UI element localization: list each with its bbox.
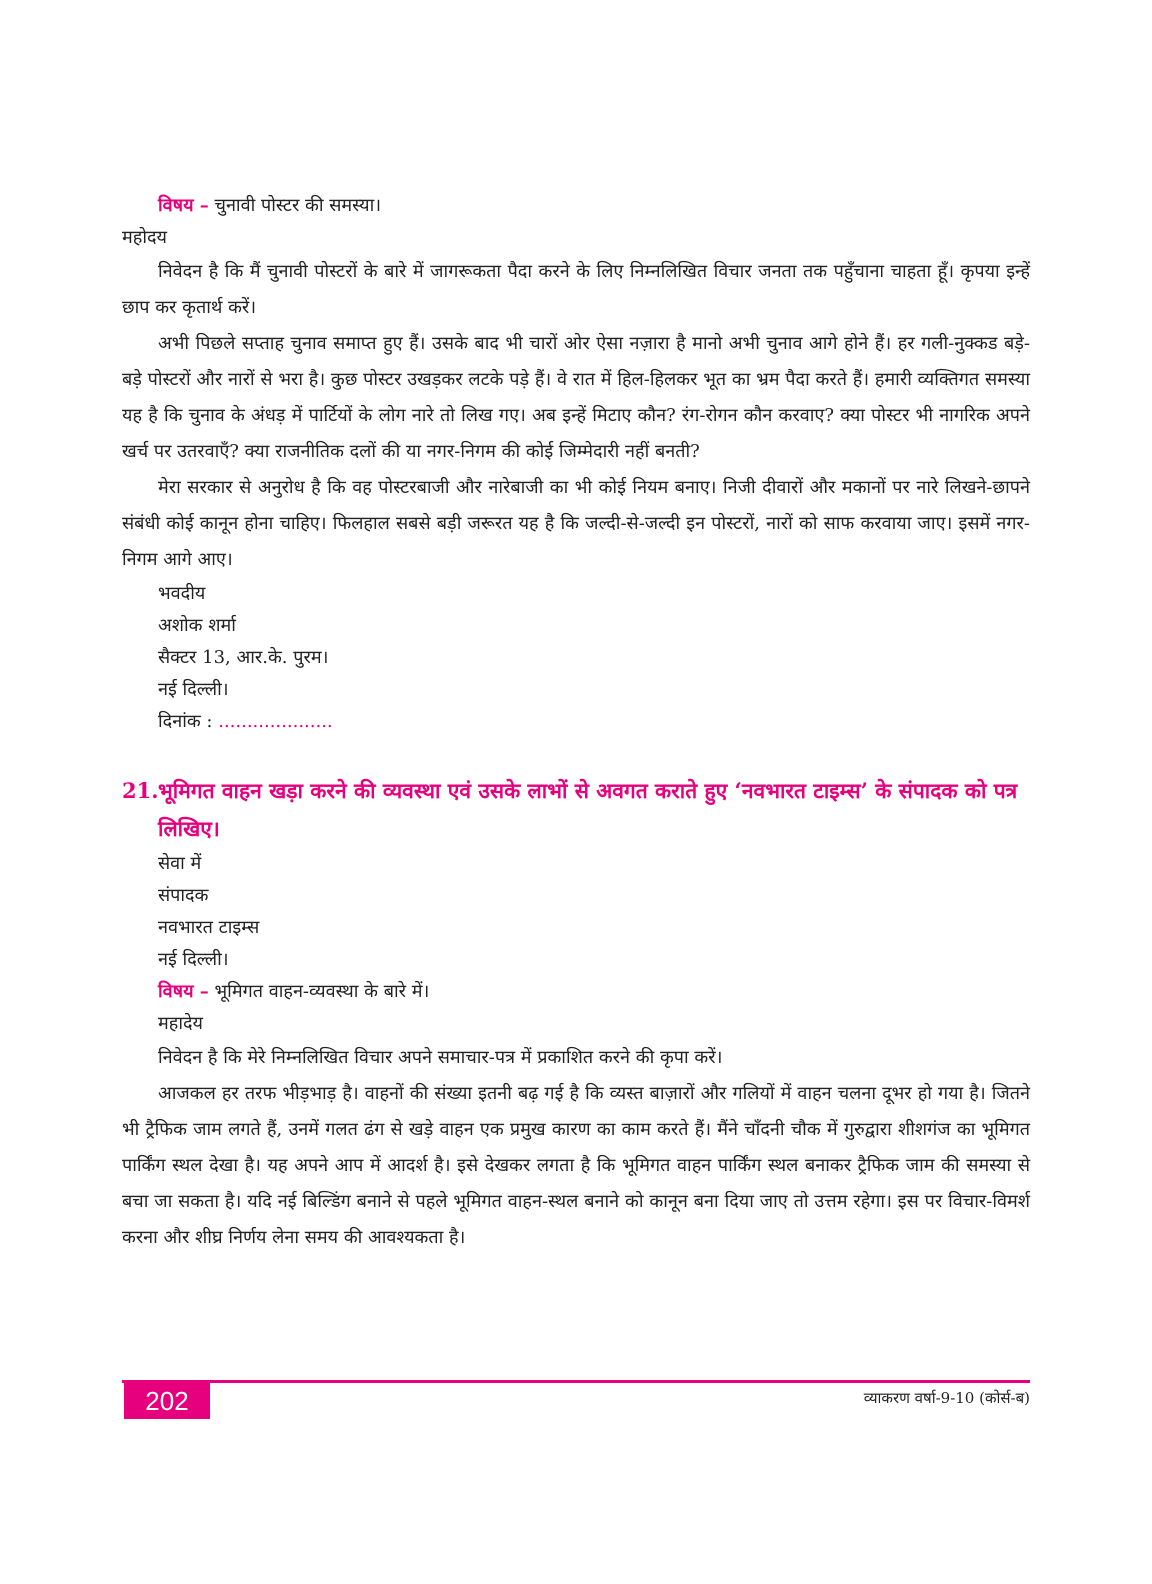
subject-text: भूमिगत वाहन-व्यवस्था के बारे में।: [214, 981, 430, 1002]
question-number: 21.: [122, 778, 159, 803]
letter2-newspaper: नवभारत टाइम्स: [158, 917, 260, 938]
letter1-paragraph-3: मेरा सरकार से अनुरोध है कि वह पोस्टरबाजी और नारेबाजी का भी कोई नियम बनाए। निजी दीवारों और मकानों पर नारे लिखने-छापने संबंधी कोई कानून होना चाहिए। फिलहाल सबसे बड़ी जरूरत यह है कि जल्दी-से-जल्दी इन पोस्टरों, नारों को साफ करवाया जाए। इसमें नगर-निगम आगे आए।: [122, 477, 1030, 570]
letter2-paragraph-2: आजकल हर तरफ भीड़भाड़ है। वाहनों की संख्या इतनी बढ़ गई है कि व्यस्त बाज़ारों और गलियों में वाहन चलना दूभर हो गया है। जितने भी ट्रैफिक जाम लगते हैं, उनमें गलत ढंग से खड़े वाहन एक प्रमुख कारण का काम करते हैं। मैंने चाँदनी चौक में गुरुद्वारा शीशगंज का भूमिगत पार्किंग स्थल देखा है। यह अपने आप में आदर्श है। इसे देखकर लगता है कि भूमिगत वाहन पार्किंग स्थल बनाकर ट्रैफिक जाम की समस्या से बचा जा सकता है। यदि नई बिल्डिंग बनाने से पहले भूमिगत वाहन-स्थल बनाने को कानून बना दिया जाए तो उत्तम रहेगा। इस पर विचार-विमर्श करना और शीघ्र निर्णय लेना समय की आवश्यकता है।: [122, 1083, 1030, 1248]
footer-rule: [122, 1380, 1030, 1383]
letter1-address-line-2: नई दिल्ली।: [158, 679, 229, 700]
subject-text: चुनावी पोस्टर की समस्या।: [214, 195, 382, 216]
page-number: 202: [124, 1383, 210, 1419]
date-value: ....................: [218, 711, 333, 732]
letter1-subject: [122, 190, 1030, 222]
letter1-salutation: महोदय: [122, 227, 167, 248]
letter1-closing: भवदीय: [158, 583, 206, 604]
book-title: व्याकरण वर्षा-9-10 (कोर्स-ब): [863, 1389, 1030, 1407]
page-content: [122, 190, 1030, 1256]
letter2-paragraph-1: निवेदन है कि मेरे निम्नलिखित विचार अपने समाचार-पत्र में प्रकाशित करने की कृपा करें।: [158, 1047, 723, 1068]
letter1-date: [122, 706, 1030, 738]
letter2-subject: [122, 976, 1030, 1008]
date-label: दिनांक :: [158, 711, 213, 732]
letter2-city: नई दिल्ली।: [158, 949, 229, 970]
subject-label: विषय –: [158, 981, 209, 1002]
letter2-recipient: संपादक: [158, 885, 209, 906]
letter2-to: सेवा में: [158, 853, 202, 874]
question-21: [122, 772, 1030, 848]
letter2-salutation: महादेय: [158, 1013, 203, 1034]
letter1-paragraph-2: अभी पिछले सप्ताह चुनाव समाप्त हुए हैं। उसके बाद भी चारों ओर ऐसा नज़ारा है मानो अभी चुनाव आगे होने हैं। हर गली-नुक्कड बड़े-बड़े पोस्टरों और नारों से भरा है। कुछ पोस्टर उखड़कर लटके पड़े हैं। वे रात में हिल-हिलकर भूत का भ्रम पैदा करते हैं। हमारी व्यक्तिगत समस्या यह है कि चुनाव के अंधड़ में पार्टियों के लोग नारे तो लिख गए। अब इन्हें मिटाए कौन? रंग-रोगन कौन करवाए? क्या पोस्टर भी नागरिक अपने खर्च पर उतरवाएँ? क्या राजनीतिक दलों की या नगर-निगम की कोई जिम्मेदारी नहीं बनती?: [122, 333, 1030, 462]
letter1-address-line-1: सैक्टर 13, आर.के. पुरम।: [158, 647, 329, 668]
letter1-paragraph-1: निवेदन है कि मैं चुनावी पोस्टरों के बारे में जागरूकता पैदा करने के लिए निम्नलिखित विचार जनता तक पहुँचाना चाहता हूँ। कृपया इन्हें छाप कर कृतार्थ करें।: [122, 261, 1030, 318]
letter1-sender-name: अशोक शर्मा: [158, 615, 236, 636]
question-text: भूमिगत वाहन खड़ा करने की व्यवस्था एवं उसके लाभों से अवगत कराते हुए ‘नवभारत टाइम्स’ के संपादक को पत्र लिखिए।: [158, 778, 1018, 841]
subject-label: विषय –: [158, 195, 209, 216]
